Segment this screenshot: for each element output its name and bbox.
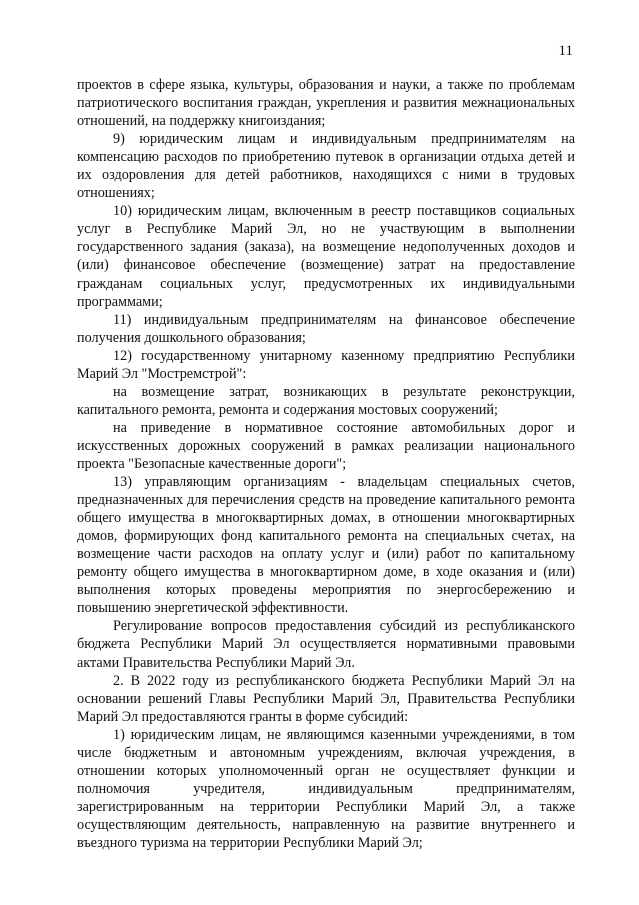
- paragraph-item-12: 12) государственному унитарному казенному предприятию Республики Марий Эл "Мостремстрой":: [77, 347, 575, 382]
- paragraph-continuation: проектов в сфере языка, культуры, образования и науки, а также по проблемам патриотического воспитания граждан, укрепления и развития межнациональных отношений, на поддержку книгоиздания;: [77, 77, 575, 130]
- paragraph-item-12-roads: на приведение в нормативное состояние автомобильных дорог и искусственных дорожных сооружений в рамках реализации национального проекта "Безопасные качественные дороги";: [77, 419, 575, 472]
- paragraph-item-13: 13) управляющим организациям - владельцам специальных счетов, предназначенных для перечисления средств на проведение капитального ремонта общего имущества в многоквартирных домах, в отношении многоквартирных домов, формирующих фонд капитального ремонта на специальных счетах, на возмещение части расходов на оплату услуг и (или) работ по капитальному ремонту общего имущества в многоквартирном доме, в ходе оказания и (или) выполнения которых проведены мероприятия по энергосбережению и повышению энергетической эффективности.: [77, 474, 575, 617]
- paragraph-item-12-bridges: на возмещение затрат, возникающих в результате реконструкции, капитального ремонта, ремонта и содержания мостовых сооружений;: [77, 383, 575, 418]
- paragraph-section-2-item-1: 1) юридическим лицам, не являющимся казенными учреждениями, в том числе бюджетным и автономным учреждениям, включая учреждения, в отношении которых уполномоченный орган не осуществляет функции и полномочия учредителя, индивидуальным предпринимателям, зарегистрированным на территории Республики Марий Эл, а также осуществляющим деятельность, направленную на развитие внутреннего и въездного туризма на территории Республики Марий Эл;: [77, 726, 575, 851]
- paragraph-item-10: 10) юридическим лицам, включенным в реестр поставщиков социальных услуг в Республике Марий Эл, но не участвующим в выполнении государственного задания (заказа), на возмещение недополученных доходов и (или) финансовое обеспечение (возмещение) затрат на предоставление гражданам социальных услуг, предусмотренных их индивидуальными программами;: [77, 203, 575, 310]
- page-number: 11: [558, 43, 573, 59]
- paragraph-section-2: 2. В 2022 году из республиканского бюджета Республики Марий Эл на основании решений Главы Республики Марий Эл, Правительства Республики Марий Эл предоставляются гранты в форме субсидий:: [77, 672, 575, 725]
- paragraph-regulation: Регулирование вопросов предоставления субсидий из республиканского бюджета Республики Марий Эл осуществляется нормативными правовыми актами Правительства Республики Марий Эл.: [77, 618, 575, 671]
- document-body: [77, 76, 575, 852]
- paragraph-item-9: 9) юридическим лицам и индивидуальным предпринимателям на компенсацию расходов по приобретению путевок в организации отдыха детей и их оздоровления для детей работников, находящихся с ними в трудовых отношениях;: [77, 131, 575, 202]
- paragraph-item-11: 11) индивидуальным предпринимателям на финансовое обеспечение получения дошкольного образования;: [77, 311, 575, 346]
